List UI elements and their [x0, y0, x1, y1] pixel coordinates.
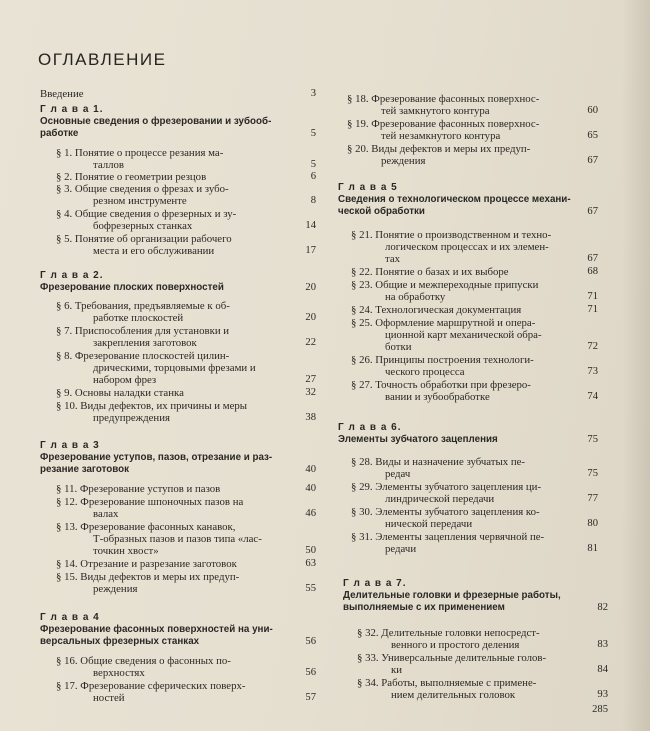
chapter-heading: Г л а в а 3 — [40, 440, 100, 451]
toc-entry-line: § 13. Фрезерование фасонных канавок, — [56, 521, 236, 533]
toc-page-number: 63 — [305, 558, 316, 569]
chapter-heading: Г л а в а 2. — [40, 270, 104, 281]
toc-page-number: 5 — [310, 159, 316, 170]
toc-entry-line: § 14. Отрезание и разрезание заготовок — [56, 558, 237, 570]
chapter-title-line: Фрезерование фасонных поверхностей на уни- — [40, 624, 273, 635]
toc-page-number: 73 — [587, 366, 598, 377]
toc-entry-line: § 1. Понятие о процессе резания ма- — [56, 147, 224, 159]
toc-entry-line: набором фрез — [93, 374, 157, 386]
toc-entry-line: тах — [385, 253, 401, 265]
toc-entry-line: § 23. Общие и межпереходные припуски — [351, 279, 539, 291]
toc-entry-line: ционной карт механической обра- — [385, 329, 542, 341]
toc-page-number: 81 — [587, 543, 598, 554]
toc-entry-line: реждения — [93, 583, 138, 595]
chapter-heading: Г л а в а 4 — [40, 612, 100, 623]
chapter-title-line: ческой обработки — [338, 206, 425, 217]
toc-page-number: 83 — [597, 639, 608, 650]
toc-entry-line: § 6. Требования, предъявляемые к об- — [56, 300, 230, 312]
toc-page-number: 75 — [587, 468, 598, 479]
toc-entry-line: работке плоскостей — [93, 312, 184, 324]
toc-entry-line: нием делительных головок — [391, 689, 516, 701]
toc-entry-line: резном инструменте — [93, 195, 187, 207]
toc-entry-line: дрическими, торцовыми фрезами и — [93, 362, 256, 374]
toc-page-number: 72 — [587, 341, 598, 352]
toc-page-number: 50 — [305, 545, 316, 556]
toc-entry-line: редачи — [385, 543, 417, 555]
toc-page-number: 8 — [310, 195, 316, 206]
toc-page-number: 93 — [597, 689, 608, 700]
toc-page-number: 20 — [305, 282, 316, 293]
toc-page-number: 3 — [310, 88, 316, 99]
toc-entry-line: § 25. Оформление маршрутной и опера- — [351, 317, 536, 329]
toc-entry-line: верхностях — [93, 667, 145, 679]
toc-entry-line: § 15. Виды дефектов и меры их предуп- — [56, 571, 240, 583]
toc-page-number: 38 — [305, 412, 316, 423]
toc-page-number: 17 — [305, 245, 316, 256]
toc-page-number: 67 — [587, 253, 598, 264]
toc-entry-line: тей незамкнутого контура — [381, 130, 501, 142]
toc-entry-line: венного и простого деления — [391, 639, 520, 651]
toc-entry-line: § 9. Основы наладки станка — [56, 387, 184, 399]
toc-page-number: 20 — [305, 312, 316, 323]
toc-entry-line: § 7. Приспособления для установки и — [56, 325, 230, 337]
chapter-title-line: резание заготовок — [40, 464, 130, 475]
toc-page-number: 74 — [587, 391, 598, 402]
toc-page-number: 71 — [587, 291, 598, 302]
toc-entry-line: § 21. Понятие о производственном и техно- — [351, 229, 552, 241]
toc-page-number: 5 — [310, 128, 316, 139]
chapter-title-line: работке — [40, 128, 79, 139]
toc-page-number: 68 — [587, 266, 598, 277]
toc-page-number: 40 — [305, 464, 316, 475]
toc-entry-line: § 12. Фрезерование шпоночных пазов на — [56, 496, 244, 508]
toc-entry-line: § 11. Фрезерование уступов и пазов — [56, 483, 221, 495]
chapter-heading: Г л а в а 5 — [338, 182, 398, 193]
toc-title: ОГЛАВЛЕНИЕ — [38, 50, 167, 69]
toc-page-number: 40 — [305, 483, 316, 494]
chapter-heading: Г л а в а 7. — [343, 578, 407, 589]
toc-entry-line: ностей — [93, 692, 125, 704]
toc-entry-line: § 2. Понятие о геометрии резцов — [56, 171, 207, 183]
toc-page-number: 27 — [305, 374, 316, 385]
toc-entry-line: линдрической передачи — [385, 493, 495, 505]
toc-entry-line: § 16. Общие сведения о фасонных по- — [56, 655, 231, 667]
toc-entry-line: § 28. Виды и назначение зубчатых пе- — [351, 456, 525, 468]
chapter-heading: Г л а в а 6. — [338, 422, 402, 433]
toc-page-number: 67 — [587, 155, 598, 166]
toc-page-number: 14 — [305, 220, 316, 231]
toc-page-number: 65 — [587, 130, 598, 141]
toc-entry-line: Введение — [40, 88, 84, 100]
toc-entry-line: § 24. Технологическая документация — [351, 304, 522, 316]
toc-entry-line: логическом процессах и их элемен- — [385, 241, 549, 253]
toc-entry-line: § 20. Виды дефектов и меры их предуп- — [347, 143, 531, 155]
toc-entry-line: тей замкнутого контура — [381, 105, 490, 117]
toc-entry-line: таллов — [93, 159, 125, 171]
toc-entry-line: предупреждения — [93, 412, 170, 424]
toc-entry-line: § 8. Фрезерование плоскостей цилин- — [56, 350, 230, 362]
toc-entry-line: ботки — [385, 341, 412, 353]
toc-page-number: 71 — [587, 304, 598, 315]
chapter-title-line: Фрезерование уступов, пазов, отрезание и раз- — [40, 452, 273, 463]
toc-page-number: 32 — [305, 387, 316, 398]
toc-entry-line: § 31. Элементы зацепления червячной пе- — [351, 531, 545, 543]
toc-page-number: 60 — [587, 105, 598, 116]
toc-entry-line: нической передачи — [385, 518, 473, 530]
toc-entry-line: § 3. Общие сведения о фрезах и зубо- — [56, 183, 229, 195]
toc-page-number: 6 — [310, 171, 316, 182]
toc-page-number: 77 — [587, 493, 598, 504]
toc-entry-line: § 26. Принципы построения технологи- — [351, 354, 534, 366]
toc-page-number: 80 — [587, 518, 598, 529]
toc-entry-line: § 32. Делительные головки непосредст- — [357, 627, 540, 639]
toc-entry-line: Т-образных пазов и пазов типа «лас- — [93, 533, 262, 545]
page-number: 285 — [592, 704, 608, 715]
chapter-title-line: версальных фрезерных станках — [40, 636, 200, 647]
toc-entry-line: § 17. Фрезерование сферических поверх- — [56, 680, 246, 692]
chapter-title-line: Фрезерование плоских поверхностей — [40, 282, 224, 293]
toc-entry-line: § 34. Работы, выполняемые с примене- — [357, 677, 537, 689]
toc-entry-line: § 10. Виды дефектов, их причины и меры — [56, 400, 248, 412]
toc-entry-line: § 18. Фрезерование фасонных поверхнос- — [347, 93, 540, 105]
chapter-title-line: Делительные головки и фрезерные работы, — [343, 590, 561, 601]
toc-page-number: 84 — [597, 664, 608, 675]
toc-page-number: 55 — [305, 583, 316, 594]
toc-page-number: 75 — [587, 434, 598, 445]
toc-entry-line: § 29. Элементы зубчатого зацепления ци- — [351, 481, 542, 493]
toc-entry-line: § 22. Понятие о базах и их выборе — [351, 266, 509, 278]
toc-page-number: 56 — [305, 667, 316, 678]
toc-entry-line: § 19. Фрезерование фасонных поверхнос- — [347, 118, 540, 130]
toc-entry-line: валах — [93, 508, 119, 520]
toc-entry-line: ческого процесса — [385, 366, 465, 378]
toc-entry-line: точкин хвост» — [93, 545, 159, 557]
toc-page-number: 82 — [597, 602, 608, 613]
chapter-heading: Г л а в а 1. — [40, 104, 104, 115]
toc-page-number: 57 — [305, 692, 316, 703]
chapter-title-line: Основные сведения о фрезеровании и зубооб- — [40, 116, 272, 127]
toc-page-number: 56 — [305, 636, 316, 647]
toc-entry-line: ки — [391, 664, 403, 676]
toc-entry-line: § 30. Элементы зубчатого зацепления ко- — [351, 506, 540, 518]
chapter-title-line: выполняемые с их применением — [343, 602, 505, 613]
toc-entry-line: § 4. Общие сведения о фрезерных и зу- — [56, 208, 237, 220]
toc-entry-line: бофрезерных станках — [93, 220, 193, 232]
chapter-title-line: Сведения о технологическом процессе механи- — [338, 194, 571, 205]
toc-entry-line: вании и зубообработке — [385, 391, 490, 403]
toc-entry-line: редач — [385, 468, 411, 480]
toc-entry-line: § 33. Универсальные делительные голов- — [357, 652, 547, 664]
toc-entry-line: реждения — [381, 155, 426, 167]
toc-entry-line: § 5. Понятие об организации рабочего — [56, 233, 232, 245]
toc-page-number: 46 — [305, 508, 316, 519]
toc-entry-line: на обработку — [385, 291, 446, 303]
toc-page-number: 22 — [305, 337, 316, 348]
chapter-title-line: Элементы зубчатого зацепления — [338, 434, 498, 445]
toc-entry-line: места и его обслуживании — [93, 245, 215, 257]
toc-page-number: 67 — [587, 206, 598, 217]
toc-entry-line: § 27. Точность обработки при фрезеро- — [351, 379, 531, 391]
toc-entry-line: закрепления заготовок — [93, 337, 197, 349]
